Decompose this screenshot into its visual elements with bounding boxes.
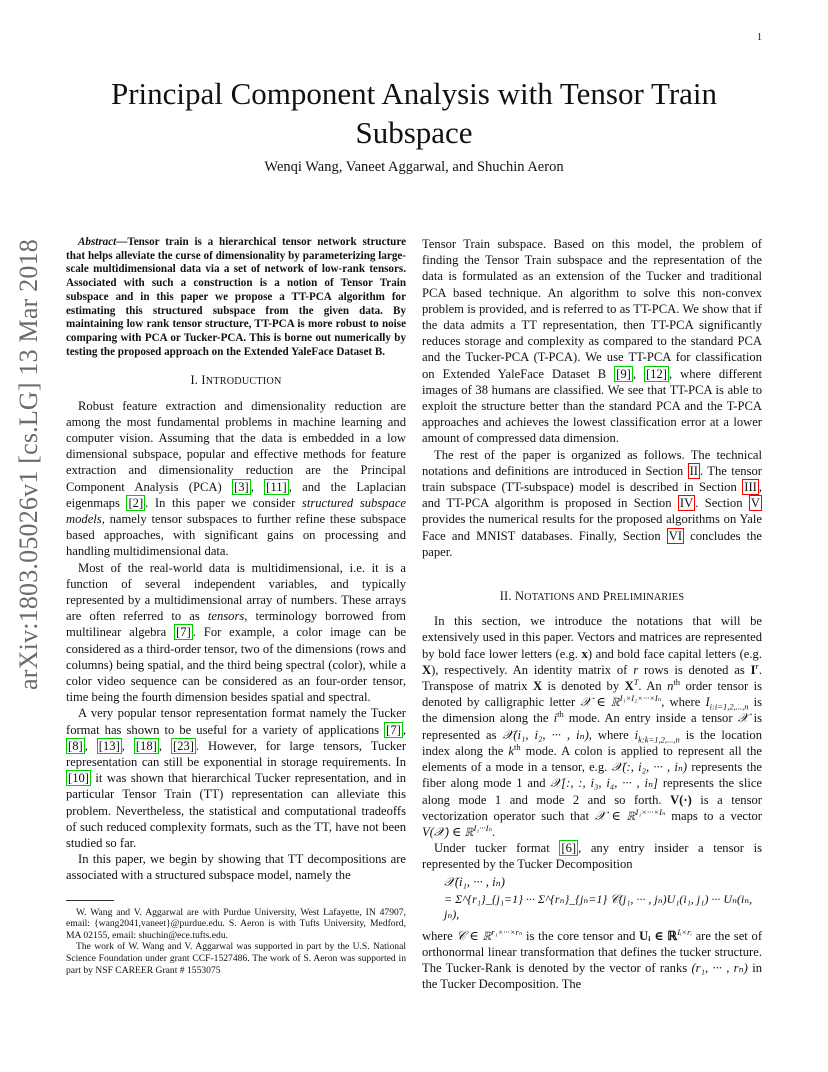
tucker-equation-rhs: = Σ^{r₁}_{j₁=1} ··· Σ^{rₙ}_{jₙ=1} 𝒞(j₁, ··· , jₙ)U₁(i₁, j₁) ··· Uₙ(iₙ, jₙ), bbox=[444, 891, 753, 921]
section-link[interactable]: V bbox=[750, 496, 760, 511]
citation-link[interactable]: [10] bbox=[68, 771, 89, 786]
authors: Wenqi Wang, Vaneet Aggarwal, and Shuchin Aeron bbox=[264, 159, 564, 175]
citation-link[interactable]: [2] bbox=[128, 495, 144, 510]
notations-paragraph-2: Under tucker format [6] , any entry insider a tensor is represented by the Tucker Decomposition bbox=[422, 841, 762, 872]
left-column bbox=[66, 236, 406, 976]
citation-link[interactable]: [3] bbox=[234, 479, 249, 494]
intro-paragraph-5: The rest of the paper is organized as follows. The technical notations and definitions are introduced in Section II . The tensor train subspace (TT-subspace) model is described in Section III , and TT-PCA algorithm is proposed in Section IV . Section V provides the numerical results for the proposed algorithms on Yale Face and MNIST databases. Finally, Section VI concludes the paper. bbox=[422, 447, 762, 559]
citation-link[interactable]: [8] bbox=[68, 738, 83, 753]
section-heading-introduction bbox=[66, 372, 406, 390]
section-numeral: II. bbox=[499, 589, 512, 604]
section-link[interactable]: III bbox=[744, 480, 757, 495]
section-head-rest: NTRODUCTION bbox=[205, 376, 282, 388]
section-heading-notations: II. NOTATIONS AND PRELIMINARIES bbox=[499, 589, 685, 604]
section-link[interactable]: II bbox=[689, 463, 698, 478]
citation-link[interactable]: [9] bbox=[616, 366, 631, 381]
citation-link[interactable]: [13] bbox=[98, 738, 120, 753]
citation-link[interactable]: [11] bbox=[266, 479, 287, 494]
footnote-affiliations: W. Wang and V. Aggarwal are with Purdue University, West Lafayette, IN 47907, email: {wang2041,vaneet}@purdue.edu. S. Aeron is with Tufts University, Medford, MA 02155, email: shuchin@ece.tufts.edu. bbox=[66, 906, 406, 941]
footnote-rule bbox=[66, 900, 114, 901]
tucker-equation-lhs: 𝒳(i₁, ··· , iₙ) bbox=[444, 874, 505, 889]
footnotes bbox=[66, 907, 406, 977]
notations-paragraph-3: where 𝒞 ∈ ℝ$^{r_1\times\cdot\cdot\cdot\times r_n}$ is the core tensor and Uᵢ ∈ ℝ$^{Iᵢ\times rᵢ}$ are the set of orthonormal linear transformation that defines the tucker structure. The Tucker-Rank is denoted by the vector of ranks (r₁, ··· , rₙ) in the Tucker Decomposition. The bbox=[422, 926, 763, 992]
abstract-text: —Tensor train is a hierarchical tensor network structure that helps alleviate the curse of dimensionality by parameterizing large-scale multidimensional data via a set of network of low-rank tensors. Associated with such a construction is a notion of Tensor Train subspace and in this paper we propose a TT-PCA algorithm for estimating this structured subspace from the given data. By maintaining low rank tensor structure, TT-PCA is more robust to noise comparing with PCA or Tucker-PCA. This is borne out numerically by testing the proposed approach on the Extended YaleFace Dataset B. bbox=[66, 236, 406, 358]
intro-paragraph-4: In this paper, we begin by showing that TT decompositions are associated with a structured subspace model, namely the bbox=[66, 852, 406, 883]
abstract bbox=[66, 236, 406, 359]
citation-link[interactable]: [23] bbox=[172, 738, 194, 753]
footnote-funding: The work of W. Wang and V. Aggarwal was supported in part by the U.S. National Science Foundation under grant CCF-1527486. The work of S. Aeron was supported in part by NSF CAREER Grant # 1553075 bbox=[66, 941, 406, 976]
section-numeral: I. bbox=[190, 373, 199, 388]
abstract-label: Abstract bbox=[78, 236, 117, 248]
page-number: 1 bbox=[757, 32, 762, 43]
paper-title: Principal Component Analysis with Tensor Train Subspace bbox=[110, 76, 718, 150]
citation-link[interactable]: [12] bbox=[645, 366, 667, 381]
section-head-initial: I bbox=[201, 373, 206, 388]
citation-link[interactable]: [7] bbox=[176, 625, 191, 640]
section-link[interactable]: IV bbox=[679, 496, 694, 511]
intro-paragraph-3: A very popular tensor representation format namely the Tucker format has shown to be useful for a variety of applications [7] , [8] , [13] , [18] , [23] . However, for large tensors, Tucker representation can still be exponential in storage requirements. In [10] it was shown that hierarchical Tucker representation, and in particular Tensor Train (TT) representation can alleviate this problem. Nevertheless, the statistical and computational tradeoffs of such reduced complexity formats, such as the TT, have not been studied so far. bbox=[66, 706, 407, 851]
section-link[interactable]: VI bbox=[668, 528, 683, 543]
right-column bbox=[422, 236, 762, 993]
intro-paragraph-4-continued: Tensor Train subspace. Based on this model, the problem of finding the Tensor Train subspace and the representation of the data is formulated as an extension of the Tucker and traditional PCA based technique. An algorithm to solve this non-convex problem is provided, and is referred to as TT-PCA. We show that if the data admits a TT representation, then TT-PCA significantly reduces storage and complexity as compared to the standard PCA and the Tucker-PCA (T-PCA). We use TT-PCA for classification on Extended YaleFace Dataset B [9] , [12] , where different images of 38 humans are classified. We see that TT-PCA is able to exploit the structure better than the standard PCA and the T-PCA approaches and achieves the lowest classification error at a lower amount of compressed data dimension. bbox=[422, 237, 762, 446]
notations-paragraph-1: In this section, we introduce the notations that will be extensively used in this paper. Vectors and matrices are represented by bold face lower letters (e.g. x) and bold face capital letters (e.g. X), respectively. An identity matrix of r rows is denoted as $I^r$. Transpose of matrix X is denoted by $X^T$. An $n^{th}$ order tensor is denoted by calligraphic letter 𝒳 ∈ ℝ$^{I_1\times I_2\times\cdot\cdot\cdot\times I_n}$, where $I_{i:i=1,2,...,n}$ is the dimension along the $i^{th}$ mode. An entry inside a tensor 𝒳 is represented as 𝒳(i₁, i₂, ··· , iₙ), where $i_{k:k=1,2,...,n}$ is the location index along the $k^{th}$ mode. A colon is applied to represent all the elements of a mode in a tensor, e.g. 𝒳(:, i₂, ··· , iₙ) represents the fiber along mode 1 and 𝒳[:, :, i₃, i₄, ··· , iₙ] represents the slice along mode 1 and mode 2 and so forth. V(·) is a tensor vectorization operator such that 𝒳 ∈ ℝ$^{I_1\times\cdot\cdot\cdot\times I_n}$ maps to a vector V(𝒳) ∈ ℝ$^{I_1\cdot\cdot\cdot I_n}$. bbox=[422, 614, 763, 839]
intro-paragraph-1: Robust feature extraction and dimensionality reduction are among the most fundamental problems in machine learning and computer vision. Assuming that the data is embedded in a low dimensional subspace, popular and effective methods for feature extraction and dimensionality reduction are the Principal Component Analysis (PCA) [3] , [11] , and the Laplacian eigenmaps [2] . In this paper we consider structured subspace models, namely tensor subspaces to further refine these subspace based approaches, with significant gains on processing and handling multidimensional data. bbox=[66, 398, 407, 559]
intro-paragraph-2: Most of the real-world data is multidimensional, i.e. it is a function of several independent variables, and typically represented by a multidimensional array of numbers. These arrays are often referred to as tensors, terminology borrowed from multilinear algebra [7] . For example, a color image can be considered as a third-order tensor, two of the dimensions (rows and columns) being spatial, and the third being spectral (color), while a color video sequence can be considered as an four-order tensor, time being the fourth dimension besides spatial and spectral. bbox=[66, 560, 406, 705]
citation-link[interactable]: [7] bbox=[386, 722, 401, 737]
citation-link[interactable]: [18] bbox=[135, 738, 157, 753]
citation-link[interactable]: [6] bbox=[561, 841, 577, 856]
arxiv-identifier: arXiv:1803.05026v1 [cs.LG] 13 Mar 2018 bbox=[14, 239, 43, 690]
